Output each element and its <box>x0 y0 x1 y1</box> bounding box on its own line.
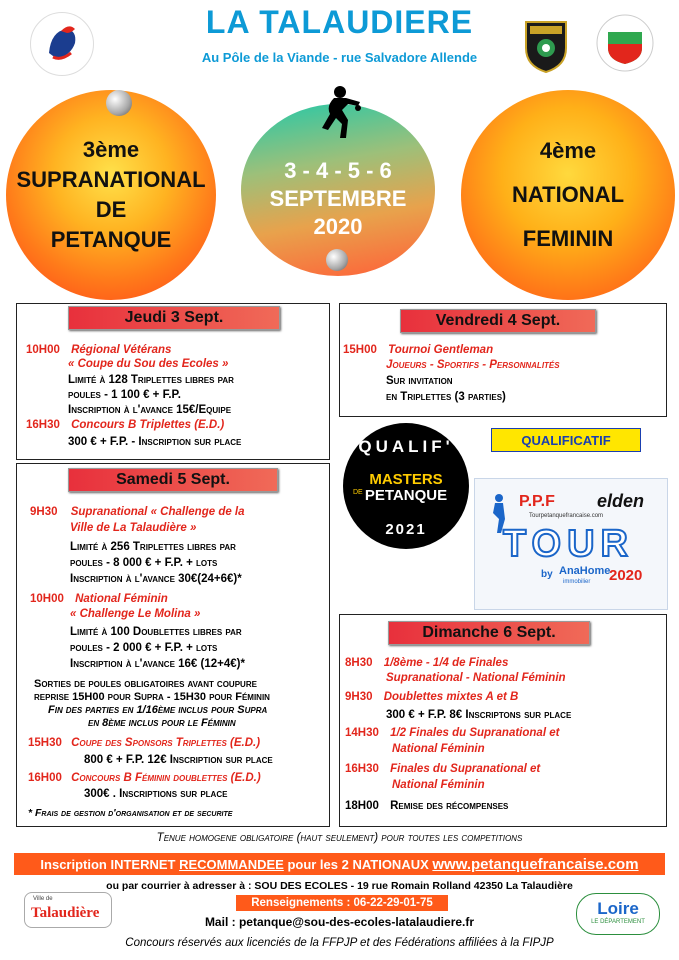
dimanche-day-label: Dimanche 6 Sept. <box>422 624 556 641</box>
time-label: 10H00 <box>30 593 64 605</box>
supranational-line: SUPRANATIONAL <box>16 167 206 192</box>
banner-url-link[interactable]: www.petanquefrancaise.com <box>432 855 639 873</box>
dimanche-line-7 <box>345 762 540 776</box>
event-title: National Féminin <box>75 593 168 605</box>
ppf-sponsor: AnaHome <box>559 565 611 577</box>
time-label: 8H30 <box>345 657 373 669</box>
samedi-line-7: « Challenge Le Molina » <box>70 608 201 620</box>
samedi-line-14: en 8ème inclus pour le Féminin <box>88 717 236 729</box>
courrier-address: ou par courrier à adresser à : SOU DES ECOLES - 19 rue Romain Rolland 42350 La Talaudière <box>106 880 573 892</box>
jeudi-day-label: Jeudi 3 Sept. <box>124 309 224 326</box>
national-feminin-circle <box>461 90 675 300</box>
jeudi-line-5: Inscription à l'avance 15€/Equipe <box>68 404 232 416</box>
samedi-line-1 <box>30 505 245 519</box>
dates-days: 3 - 4 - 5 - 6 <box>284 158 392 183</box>
dimanche-line-8: National Féminin <box>392 779 485 791</box>
time-label: 16H30 <box>26 419 60 431</box>
time-label: 15H00 <box>343 344 377 356</box>
dimanche-line-1 <box>345 656 508 670</box>
jeudi-line-2: « Coupe du Sou des Ecoles » <box>68 358 229 370</box>
talaudiere-logo <box>24 892 112 928</box>
event-title: Supranational « Challenge de la <box>70 506 245 518</box>
national-edition: 4ème <box>539 138 597 163</box>
time-label: 10H00 <box>26 344 60 356</box>
dimanche-line-3 <box>345 690 518 704</box>
qualificatif-label: QUALIFICATIF <box>491 428 641 452</box>
samedi-line-3: Limité à 256 Triplettes libres par <box>70 541 236 553</box>
masters-name: MASTERS <box>369 471 443 488</box>
time-label: 15H30 <box>28 737 62 749</box>
loire-logo <box>576 893 660 935</box>
supranational-de: DE <box>95 197 127 222</box>
vendredi-line-1 <box>343 343 493 357</box>
banner-text-c: pour les 2 NATIONAUX <box>283 856 433 872</box>
time-label: 9H30 <box>345 691 373 703</box>
vendredi-day-header <box>400 309 596 333</box>
loire-name: Loire <box>597 899 639 918</box>
samedi-line-2: Ville de La Talaudière » <box>70 522 197 534</box>
time-label: 18H00 <box>345 800 379 812</box>
event-title: Régional Vétérans <box>71 344 172 356</box>
vendredi-line-3: Sur invitation <box>386 375 453 387</box>
petanque-figure-icon <box>487 493 509 533</box>
event-title: Doublettes mixtes A et B <box>383 691 519 703</box>
ppf-sponsor-sub: immobilier <box>563 579 591 585</box>
samedi-day-header <box>68 468 278 492</box>
boule-icon-bottom <box>326 249 348 271</box>
vendredi-line-2: Joueurs - Sportifs - Personnalités <box>386 359 560 371</box>
samedi-footnote: * Frais de gestion d'organisation et de securite <box>28 807 233 819</box>
registration-banner <box>14 853 665 875</box>
dimanche-day-header <box>388 621 590 645</box>
dimanche-line-4: 300 € + F.P. 8€ Inscriptons sur place <box>386 709 572 721</box>
samedi-line-5: Inscription à l'avance 30€(24+6€)* <box>70 573 242 585</box>
time-label: 14H30 <box>345 727 379 739</box>
rooster-icon <box>31 13 93 75</box>
supranational-circle <box>6 90 216 300</box>
time-label: 16H30 <box>345 763 379 775</box>
banner-text-b: RECOMMANDEE <box>179 856 284 872</box>
samedi-line-17 <box>28 771 261 785</box>
dimanche-line-6: National Féminin <box>392 743 485 755</box>
supranational-petanque: PETANQUE <box>50 227 172 252</box>
samedi-line-15 <box>28 736 260 750</box>
jeudi-line-3: Limité à 128 Triplettes libres par <box>68 374 234 386</box>
samedi-line-16: 800 € + F.P. 12€ Inscription sur place <box>84 754 273 766</box>
renseignements-box <box>236 895 448 911</box>
renseignements-phone: Renseignements : 06-22-29-01-75 <box>251 897 433 909</box>
shield-icon <box>524 18 568 74</box>
vendredi-line-4: en Triplettes (3 parties) <box>386 391 506 403</box>
banner-text-a: Inscription INTERNET <box>40 856 180 872</box>
ppf-tour-logo <box>474 478 668 610</box>
supranational-edition: 3ème <box>82 137 140 162</box>
ppf-brand: elden <box>597 491 645 511</box>
ppf-site: Tourpetanquefrancaise.com <box>529 513 604 519</box>
masters-year: 2021 <box>385 521 427 538</box>
club-round-logo <box>596 14 654 72</box>
samedi-line-8: Limité à 100 Doublettes libres par <box>70 626 242 638</box>
event-title: Concours B Triplettes <box>71 419 192 431</box>
masters-petanque: PETANQUE <box>364 487 448 504</box>
samedi-day-label: Samedi 5 Sept. <box>116 471 230 488</box>
ppf-year: 2020 <box>609 567 643 584</box>
samedi-line-13: Fin des parties en 1/16ème inclus pour Supra <box>48 704 268 716</box>
club-emblem-icon <box>596 14 654 72</box>
vendredi-day-label: Vendredi 4 Sept. <box>435 312 561 329</box>
event-tag: (E.D.) <box>230 772 261 784</box>
event-title: 1/2 Finales du Supranational et <box>390 727 560 739</box>
contact-mail[interactable]: Mail : petanque@sou-des-ecoles-latalaudiere.fr <box>204 915 475 929</box>
event-tag: (E.D.) <box>230 737 261 749</box>
petanque-player-icon <box>312 84 366 140</box>
masters-qualif-text: QUALIF' <box>358 437 454 456</box>
jeudi-line-4: poules - 1 100 € + F.P. <box>68 389 181 401</box>
talaudiere-small: Ville de <box>33 896 53 902</box>
dimanche-line-2: Supranational - National Féminin <box>386 672 566 684</box>
ppf-letters: P.P.F <box>519 493 555 510</box>
samedi-line-12: reprise 15H00 pour Supra - 15H30 pour Féminin <box>34 691 270 703</box>
tenue-notice: Tenue homogene obligatoire (haut seulement) pour toutes les competitions <box>156 832 523 844</box>
dates-month: SEPTEMBRE <box>269 186 407 211</box>
event-title: Coupe des Sponsors Triplettes <box>71 737 227 749</box>
event-title: Concours B Féminin doublettes <box>71 772 228 784</box>
event-title: Tournoi Gentleman <box>388 344 494 356</box>
samedi-line-18: 300€ . Inscriptions sur place <box>84 788 228 800</box>
jeudi-line-7: 300 € + F.P. - Inscription sur place <box>68 436 242 448</box>
club-shield-logo <box>524 18 568 74</box>
time-label: 9H30 <box>30 506 58 518</box>
event-title: 1/8ème - 1/4 de Finales <box>383 657 509 669</box>
event-title: Remise des récompenses <box>390 800 509 812</box>
ppf-tour: TOUR <box>503 523 634 565</box>
dates-year: 2020 <box>313 214 363 239</box>
samedi-line-4: poules - 8 000 € + F.P. + lots <box>70 557 218 569</box>
event-title: Finales du Supranational et <box>390 763 541 775</box>
boule-icon-top <box>106 90 132 116</box>
masters-petanque-badge <box>343 423 469 549</box>
page-title: LA TALAUDIERE <box>205 4 474 40</box>
samedi-line-10: Inscription à l'avance 16€ (12+4€)* <box>70 658 245 670</box>
national-feminin: FEMININ <box>522 226 614 251</box>
talaudiere-name: Talaudière <box>31 905 100 921</box>
samedi-line-11: Sorties de poules obligatoires avant coupure <box>34 678 257 690</box>
jeudi-day-header <box>68 306 280 330</box>
national-line: NATIONAL <box>511 182 625 207</box>
dimanche-line-5 <box>345 726 559 740</box>
ppf-by: by <box>541 569 553 580</box>
loire-sub: LE DÉPARTEMENT <box>591 919 645 925</box>
jeudi-line-1 <box>26 343 171 357</box>
ffpjp-logo <box>30 12 94 76</box>
venue-subtitle: Au Pôle de la Viande - rue Salvadore Allende <box>201 50 478 65</box>
event-tag: (E.D.) <box>194 419 225 431</box>
samedi-line-6 <box>30 592 168 606</box>
masters-de: DE <box>353 489 363 496</box>
dimanche-line-9 <box>345 799 508 813</box>
time-label: 16H00 <box>28 772 62 784</box>
concours-notice: Concours réservés aux licenciés de la FFPJP et des Fédérations affiliées à la FIPJP <box>125 937 554 949</box>
samedi-line-9: poules - 2 000 € + F.P. + lots <box>70 642 218 654</box>
jeudi-line-6 <box>26 418 224 432</box>
